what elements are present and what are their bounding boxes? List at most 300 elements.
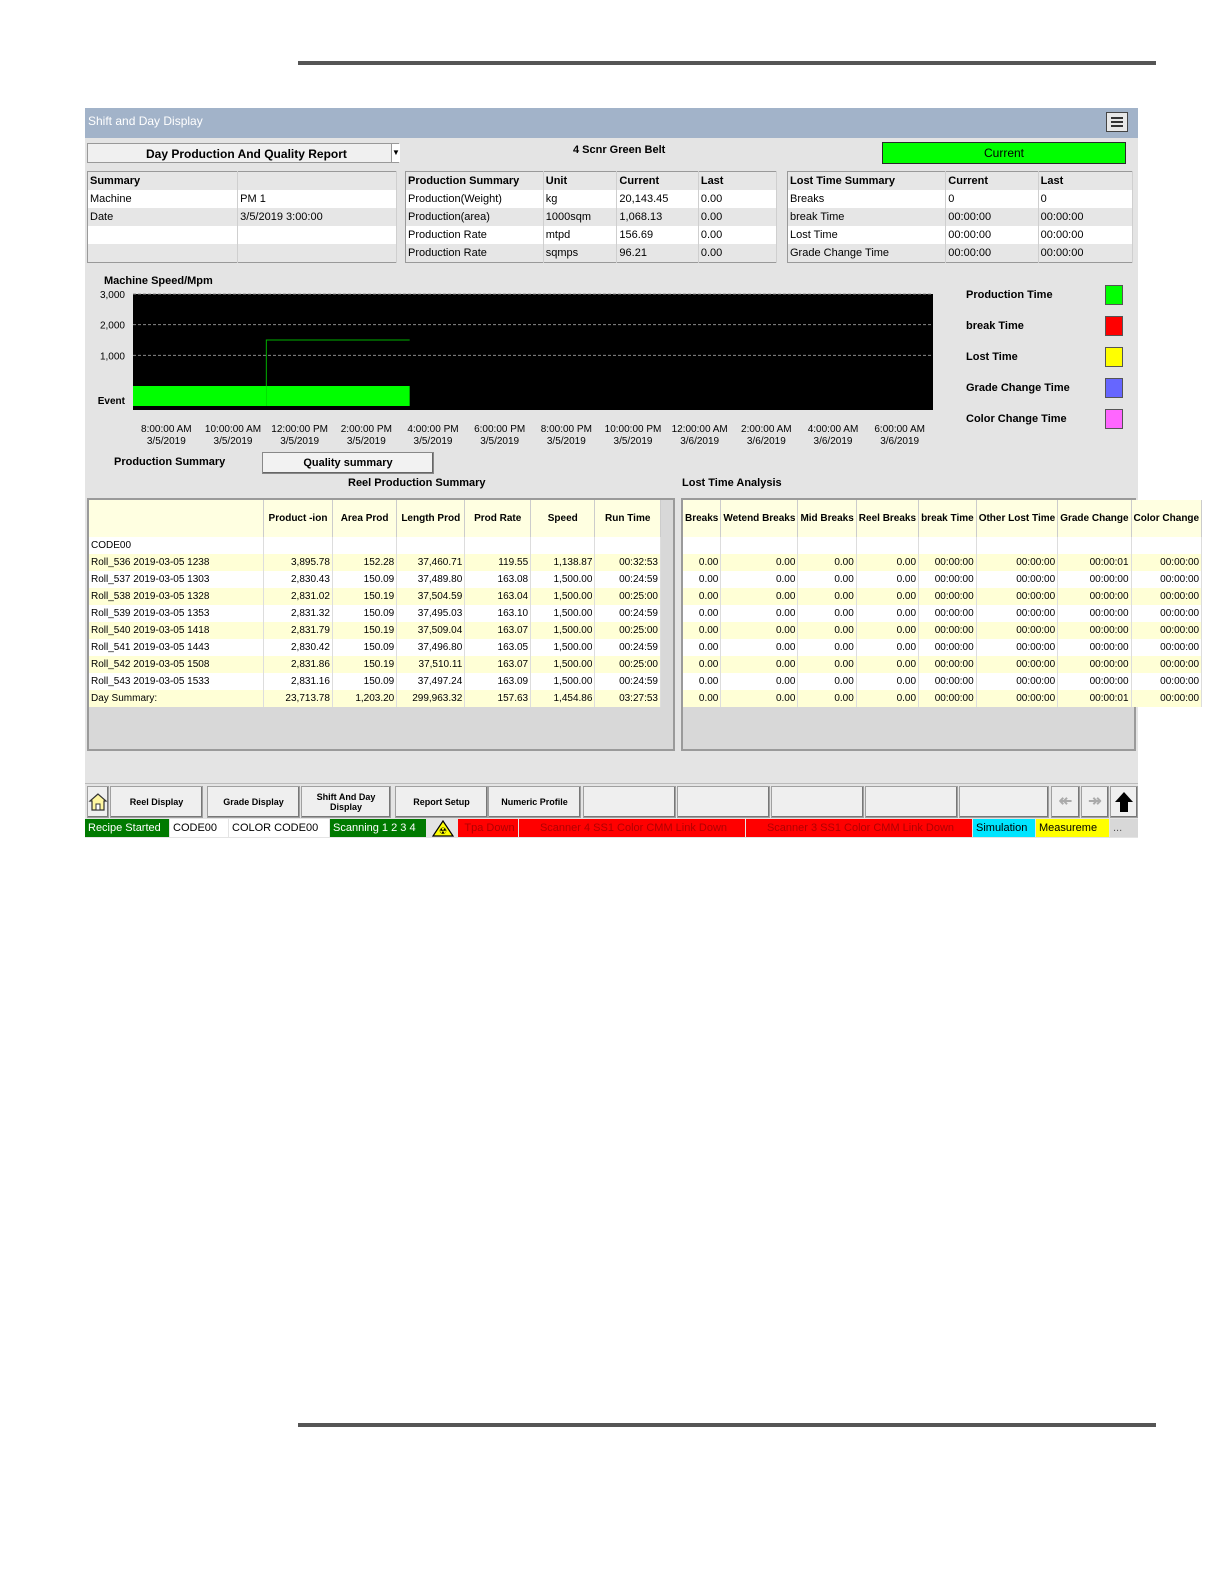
x-tick-date: 3/5/2019 bbox=[546, 436, 586, 447]
table-row[interactable] bbox=[89, 588, 661, 605]
table-cell: 163.05 bbox=[465, 639, 531, 656]
table-cell: 00:00:00 bbox=[976, 554, 1058, 571]
table-cell: 0.00 bbox=[721, 656, 798, 673]
nav-button-empty[interactable] bbox=[771, 786, 864, 818]
table-row[interactable] bbox=[683, 588, 1202, 605]
table-cell: 00:00:00 bbox=[1131, 571, 1202, 588]
production_summary-cell: Last bbox=[698, 172, 776, 191]
summary-row bbox=[88, 190, 397, 208]
table-cell: 0.00 bbox=[683, 588, 721, 605]
table-cell: 0.00 bbox=[683, 656, 721, 673]
x-tick-time: 6:00:00 AM bbox=[874, 424, 925, 435]
column-header[interactable]: Run Time bbox=[595, 500, 661, 537]
nav-button-numeric-profile[interactable]: Numeric Profile bbox=[488, 786, 581, 818]
window-title: Shift and Day Display bbox=[88, 114, 203, 128]
production_summary-cell: Current bbox=[617, 172, 698, 191]
event-label: Event bbox=[97, 396, 125, 407]
lost_time_summary-header bbox=[788, 172, 1133, 191]
table-row[interactable] bbox=[89, 690, 661, 707]
reel-production-grid[interactable] bbox=[87, 498, 675, 751]
table-cell: 0.00 bbox=[798, 588, 856, 605]
table-cell bbox=[264, 537, 333, 554]
column-header[interactable]: Breaks bbox=[683, 500, 721, 537]
table-cell: 0.00 bbox=[721, 554, 798, 571]
table-cell bbox=[1058, 537, 1131, 554]
x-tick-date: 3/5/2019 bbox=[213, 436, 253, 447]
production_summary-row bbox=[406, 208, 777, 226]
table-cell: 0.00 bbox=[856, 622, 918, 639]
table-cell bbox=[332, 537, 396, 554]
x-tick-time: 12:00:00 PM bbox=[271, 424, 329, 435]
table-cell: 00:25:00 bbox=[595, 588, 661, 605]
table-cell: 150.09 bbox=[332, 571, 396, 588]
production_summary-cell: 0.00 bbox=[698, 244, 776, 263]
nav-button-empty[interactable] bbox=[677, 786, 770, 818]
table-cell: 00:00:00 bbox=[919, 622, 977, 639]
tab-quality-summary[interactable]: Quality summary bbox=[262, 452, 434, 474]
column-header[interactable]: Length Prod bbox=[397, 500, 465, 537]
x-tick-date: 3/5/2019 bbox=[146, 436, 186, 447]
summary-cell bbox=[238, 172, 397, 191]
summary-cell bbox=[238, 244, 397, 263]
table-cell: 0.00 bbox=[856, 639, 918, 656]
lost_time_summary-cell: Grade Change Time bbox=[788, 244, 946, 263]
table-cell: 0.00 bbox=[856, 571, 918, 588]
table-cell: 2,831.86 bbox=[264, 656, 333, 673]
table-cell: 00:00:01 bbox=[1058, 690, 1131, 707]
lost-time-analysis-title: Lost Time Analysis bbox=[682, 477, 782, 489]
legend-label: Grade Change Time bbox=[966, 382, 1070, 394]
legend-swatch bbox=[1105, 409, 1123, 429]
table-cell: 00:00:00 bbox=[1058, 656, 1131, 673]
table-cell: 0.00 bbox=[683, 690, 721, 707]
nav-button-empty[interactable] bbox=[583, 786, 676, 818]
table-cell: 00:00:00 bbox=[919, 690, 977, 707]
summary-cell bbox=[88, 244, 238, 263]
production_summary-cell: sqmps bbox=[543, 244, 617, 263]
summary-cell: Machine bbox=[88, 190, 238, 208]
table-cell: 00:25:00 bbox=[595, 622, 661, 639]
table-cell: 00:00:00 bbox=[976, 673, 1058, 690]
table-cell: 0.00 bbox=[856, 554, 918, 571]
x-tick-date: 3/6/2019 bbox=[680, 436, 720, 447]
table-cell: 152.28 bbox=[332, 554, 396, 571]
x-tick-time: 4:00:00 PM bbox=[407, 424, 459, 435]
table-cell: 0.00 bbox=[683, 673, 721, 690]
y-tick-label: 3,000 bbox=[99, 290, 125, 301]
column-header[interactable]: Area Prod bbox=[332, 500, 396, 537]
production_summary-header bbox=[406, 172, 777, 191]
table-cell: 0.00 bbox=[721, 639, 798, 656]
table-cell: 00:00:00 bbox=[1058, 571, 1131, 588]
lost_time_summary-row bbox=[788, 244, 1133, 263]
table-cell: Roll_542 2019-03-05 1508 bbox=[89, 656, 264, 673]
table-cell: 2,830.42 bbox=[264, 639, 333, 656]
table-cell: 2,830.43 bbox=[264, 571, 333, 588]
table-cell: Roll_539 2019-03-05 1353 bbox=[89, 605, 264, 622]
machine-name: 4 Scnr Green Belt bbox=[573, 144, 666, 156]
column-header[interactable]: Speed bbox=[531, 500, 595, 537]
machine-speed-chart bbox=[85, 270, 945, 445]
lost_time_summary-cell: Lost Time bbox=[788, 226, 946, 244]
lost_time_summary-cell: 00:00:00 bbox=[946, 208, 1038, 226]
status-item: Recipe Started bbox=[85, 819, 169, 837]
summary-cell bbox=[88, 226, 238, 244]
production_summary-cell: mtpd bbox=[543, 226, 617, 244]
lost-time-analysis-grid[interactable] bbox=[681, 498, 1200, 751]
chevron-down-icon[interactable]: ▼ bbox=[391, 144, 400, 162]
production_summary-cell: 1000sqm bbox=[543, 208, 617, 226]
table-cell: 00:00:00 bbox=[976, 571, 1058, 588]
summary-cell: PM 1 bbox=[238, 190, 397, 208]
table-cell: 0.00 bbox=[856, 673, 918, 690]
production_summary-cell: 96.21 bbox=[617, 244, 698, 263]
table-cell: 0.00 bbox=[683, 622, 721, 639]
table-cell: 00:00:00 bbox=[1058, 605, 1131, 622]
table-cell: 0.00 bbox=[798, 554, 856, 571]
table-cell: 00:24:59 bbox=[595, 639, 661, 656]
table-cell: 0.00 bbox=[683, 639, 721, 656]
x-tick-time: 12:00:00 AM bbox=[671, 424, 728, 435]
table-cell: 37,510.11 bbox=[397, 656, 465, 673]
production-summary-table bbox=[405, 171, 777, 263]
x-tick-date: 3/6/2019 bbox=[746, 436, 786, 447]
reel_production-body bbox=[89, 537, 661, 707]
y-tick-label: 1,000 bbox=[99, 351, 125, 363]
table-cell: 37,497.24 bbox=[397, 673, 465, 690]
legend-label: Production Time bbox=[966, 289, 1053, 301]
report-select-value: Day Production And Quality Report bbox=[146, 147, 347, 161]
table-cell: 0.00 bbox=[721, 690, 798, 707]
table-cell: Day Summary: bbox=[89, 690, 264, 707]
x-tick-time: 2:00:00 PM bbox=[340, 424, 392, 435]
table-cell: 1,454.86 bbox=[531, 690, 595, 707]
table-row[interactable] bbox=[683, 554, 1202, 571]
table-cell: 0.00 bbox=[721, 571, 798, 588]
table-cell: 00:24:59 bbox=[595, 605, 661, 622]
current-button[interactable]: Current bbox=[882, 142, 1126, 164]
nav-bar bbox=[85, 783, 1138, 820]
table-cell: 2,831.16 bbox=[264, 673, 333, 690]
lost_time_summary-cell: break Time bbox=[788, 208, 946, 226]
summary-row bbox=[88, 244, 397, 263]
table-cell: Roll_536 2019-03-05 1238 bbox=[89, 554, 264, 571]
column-header[interactable]: Wetend Breaks bbox=[721, 500, 798, 537]
table-cell: 37,509.04 bbox=[397, 622, 465, 639]
table-cell: 0.00 bbox=[798, 605, 856, 622]
table-cell: 150.19 bbox=[332, 656, 396, 673]
status-item: CODE00 bbox=[170, 819, 228, 837]
table-cell bbox=[919, 537, 977, 554]
column-header[interactable] bbox=[89, 500, 264, 537]
summary-cell: Summary bbox=[88, 172, 238, 191]
table-cell: 03:27:53 bbox=[595, 690, 661, 707]
svg-text:☢: ☢ bbox=[438, 827, 448, 837]
column-header[interactable]: Mid Breaks bbox=[798, 500, 856, 537]
table-cell bbox=[683, 537, 721, 554]
lost_time_summary-cell: Current bbox=[946, 172, 1038, 191]
table-cell: 00:32:53 bbox=[595, 554, 661, 571]
table-cell: 0.00 bbox=[798, 656, 856, 673]
table-cell: 150.09 bbox=[332, 673, 396, 690]
table-row[interactable] bbox=[89, 673, 661, 690]
table-row[interactable] bbox=[683, 537, 1202, 554]
production_summary-cell: Production Rate bbox=[406, 244, 544, 263]
table-cell: 0.00 bbox=[721, 673, 798, 690]
production_summary-cell: Production(area) bbox=[406, 208, 544, 226]
table-row[interactable] bbox=[89, 639, 661, 656]
table-cell: 00:00:00 bbox=[919, 656, 977, 673]
table-cell bbox=[798, 537, 856, 554]
table-cell: 1,500.00 bbox=[531, 622, 595, 639]
status-item: Scanner 3 SS1 Color CMM Link Down bbox=[746, 819, 972, 837]
table-cell: 00:00:00 bbox=[1058, 639, 1131, 656]
table-cell: 00:00:00 bbox=[1131, 673, 1202, 690]
production_summary-row bbox=[406, 226, 777, 244]
table-cell: 1,138.87 bbox=[531, 554, 595, 571]
production_summary-cell: 20,143.45 bbox=[617, 190, 698, 208]
table-cell: 299,963.32 bbox=[397, 690, 465, 707]
table-cell bbox=[397, 537, 465, 554]
table-cell: 00:00:00 bbox=[1131, 639, 1202, 656]
x-tick-time: 8:00:00 PM bbox=[540, 424, 592, 435]
table-cell: 00:24:59 bbox=[595, 673, 661, 690]
table-cell: 0.00 bbox=[856, 656, 918, 673]
table-row[interactable] bbox=[89, 622, 661, 639]
summary-row bbox=[88, 226, 397, 244]
table-cell: 0.00 bbox=[683, 605, 721, 622]
table-cell: 150.19 bbox=[332, 622, 396, 639]
lost_time_summary-cell: 00:00:00 bbox=[1038, 226, 1132, 244]
table-cell: Roll_537 2019-03-05 1303 bbox=[89, 571, 264, 588]
table-row[interactable] bbox=[683, 571, 1202, 588]
legend-swatch bbox=[1105, 378, 1123, 398]
table-cell: Roll_538 2019-03-05 1328 bbox=[89, 588, 264, 605]
table-cell: 37,504.59 bbox=[397, 588, 465, 605]
table-cell: 163.07 bbox=[465, 656, 531, 673]
table-cell: 1,203.20 bbox=[332, 690, 396, 707]
event-bar bbox=[266, 386, 409, 406]
table-cell: 0.00 bbox=[856, 588, 918, 605]
table-cell: 00:00:00 bbox=[919, 588, 977, 605]
table-cell: 1,500.00 bbox=[531, 656, 595, 673]
back-icon[interactable]: ↞ bbox=[1051, 786, 1080, 818]
table-cell: 37,496.80 bbox=[397, 639, 465, 656]
table-cell: 00:00:00 bbox=[976, 656, 1058, 673]
column-header[interactable]: Product -ion bbox=[264, 500, 333, 537]
table-cell: Roll_540 2019-03-05 1418 bbox=[89, 622, 264, 639]
table-cell bbox=[531, 537, 595, 554]
production_summary-cell: Production Rate bbox=[406, 226, 544, 244]
y-tick-label: 2,000 bbox=[99, 320, 125, 332]
table-cell: 00:00:00 bbox=[976, 690, 1058, 707]
table-cell: 00:00:00 bbox=[1131, 605, 1202, 622]
table-cell: 150.09 bbox=[332, 639, 396, 656]
reel-production-title: Reel Production Summary bbox=[348, 477, 486, 489]
column-header[interactable]: Grade Change bbox=[1058, 500, 1131, 537]
table-cell: 0.00 bbox=[798, 673, 856, 690]
table-cell: 00:00:01 bbox=[1058, 554, 1131, 571]
table-cell: 1,500.00 bbox=[531, 605, 595, 622]
legend-label: Color Change Time bbox=[966, 413, 1067, 425]
table-cell: 00:00:00 bbox=[1131, 588, 1202, 605]
table-cell: 0.00 bbox=[721, 605, 798, 622]
lost_time_analysis-header bbox=[683, 500, 1202, 537]
table-cell: Roll_543 2019-03-05 1533 bbox=[89, 673, 264, 690]
reel_production-header-row bbox=[89, 500, 661, 537]
table-cell bbox=[465, 537, 531, 554]
table-cell: 00:00:00 bbox=[976, 622, 1058, 639]
table-cell: 163.08 bbox=[465, 571, 531, 588]
lost_time_summary-cell: 00:00:00 bbox=[946, 244, 1038, 263]
home-icon[interactable] bbox=[87, 786, 109, 818]
table-row[interactable] bbox=[89, 571, 661, 588]
lost_time_summary-cell: 00:00:00 bbox=[1038, 208, 1132, 226]
table-cell: 0.00 bbox=[798, 622, 856, 639]
column-header[interactable]: Reel Breaks bbox=[856, 500, 918, 537]
lost_time_analysis-body bbox=[683, 537, 1202, 707]
table-cell: 00:00:00 bbox=[919, 554, 977, 571]
nav-button-empty[interactable] bbox=[865, 786, 958, 818]
status-item: Scanning 1 2 3 4 bbox=[330, 819, 426, 837]
table-row[interactable] bbox=[89, 605, 661, 622]
table-row[interactable] bbox=[683, 639, 1202, 656]
title-bar bbox=[85, 108, 1138, 138]
x-tick-time: 6:00:00 PM bbox=[474, 424, 526, 435]
table-cell: CODE00 bbox=[89, 537, 264, 554]
x-tick-date: 3/5/2019 bbox=[613, 436, 653, 447]
summary-cell: Date bbox=[88, 208, 238, 226]
table-row[interactable] bbox=[683, 622, 1202, 639]
table-cell: 00:00:00 bbox=[976, 588, 1058, 605]
table-row[interactable] bbox=[683, 656, 1202, 673]
summary-row bbox=[88, 208, 397, 226]
lost_time_summary-cell: Breaks bbox=[788, 190, 946, 208]
production_summary-cell: kg bbox=[543, 190, 617, 208]
table-cell: 00:24:59 bbox=[595, 571, 661, 588]
table-cell: 3,895.78 bbox=[264, 554, 333, 571]
print-icon[interactable] bbox=[1106, 112, 1128, 132]
x-tick-date: 3/6/2019 bbox=[880, 436, 920, 447]
lost_time_summary-row bbox=[788, 226, 1133, 244]
table-cell: 2,831.32 bbox=[264, 605, 333, 622]
nav-button-report-setup[interactable]: Report Setup bbox=[395, 786, 488, 818]
status-item: ... bbox=[1110, 819, 1138, 837]
lost_time_summary-row bbox=[788, 208, 1133, 226]
table-cell: 00:00:00 bbox=[1131, 554, 1202, 571]
table-cell: 00:00:00 bbox=[1131, 690, 1202, 707]
lost_time_summary-cell: Last bbox=[1038, 172, 1132, 191]
report-select[interactable] bbox=[87, 143, 399, 163]
x-tick-date: 3/5/2019 bbox=[280, 436, 320, 447]
x-tick-time: 10:00:00 PM bbox=[604, 424, 662, 435]
status-item: Tpa Down bbox=[458, 819, 518, 837]
up-arrow-icon[interactable] bbox=[1110, 786, 1138, 818]
reel_production-header bbox=[89, 500, 661, 537]
x-tick-date: 3/5/2019 bbox=[413, 436, 453, 447]
legend-swatch bbox=[1105, 347, 1123, 367]
table-cell: 00:00:00 bbox=[919, 605, 977, 622]
table-cell: 2,831.79 bbox=[264, 622, 333, 639]
nav-button-reel-display[interactable]: Reel Display bbox=[110, 786, 203, 818]
table-row[interactable] bbox=[683, 690, 1202, 707]
table-row[interactable] bbox=[89, 537, 661, 554]
table-cell: 0.00 bbox=[683, 571, 721, 588]
column-header[interactable]: Prod Rate bbox=[465, 500, 531, 537]
table-cell: 119.55 bbox=[465, 554, 531, 571]
nav-button-shift-and-day-display[interactable]: Shift And Day Display bbox=[301, 786, 391, 818]
table-row[interactable] bbox=[683, 605, 1202, 622]
summary-cell bbox=[238, 226, 397, 244]
table-cell: Roll_541 2019-03-05 1443 bbox=[89, 639, 264, 656]
table-cell: 00:00:00 bbox=[1058, 588, 1131, 605]
table-cell: 00:00:00 bbox=[976, 639, 1058, 656]
chart-title: Machine Speed/Mpm bbox=[104, 275, 213, 287]
table-cell: 00:00:00 bbox=[919, 673, 977, 690]
lost_time_analysis-header-row bbox=[683, 500, 1202, 537]
lost_time_summary-cell: 00:00:00 bbox=[946, 226, 1038, 244]
lost-time-summary-table bbox=[787, 171, 1133, 263]
table-cell bbox=[595, 537, 661, 554]
x-tick-date: 3/5/2019 bbox=[346, 436, 386, 447]
legend-swatch bbox=[1105, 285, 1123, 305]
x-tick-date: 3/5/2019 bbox=[480, 436, 520, 447]
tab-production-summary[interactable]: Production Summary bbox=[114, 456, 226, 468]
forward-icon[interactable]: ↠ bbox=[1081, 786, 1109, 818]
table-cell: 00:00:00 bbox=[919, 571, 977, 588]
table-cell: 0.00 bbox=[721, 588, 798, 605]
column-header[interactable]: Other Lost Time bbox=[976, 500, 1058, 537]
table-cell: 00:00:00 bbox=[1131, 656, 1202, 673]
summary-header bbox=[88, 172, 397, 191]
column-header[interactable]: Color Change bbox=[1131, 500, 1202, 537]
table-cell bbox=[1131, 537, 1202, 554]
production_summary-cell: 0.00 bbox=[698, 190, 776, 208]
machine-speed-chart-svg bbox=[85, 270, 945, 445]
column-header[interactable]: break Time bbox=[919, 500, 977, 537]
x-tick-time: 4:00:00 AM bbox=[807, 424, 859, 435]
legend-label: Lost Time bbox=[966, 351, 1018, 363]
production_summary-cell: 156.69 bbox=[617, 226, 698, 244]
table-row[interactable] bbox=[683, 673, 1202, 690]
table-cell: 1,500.00 bbox=[531, 639, 595, 656]
table-cell: 163.04 bbox=[465, 588, 531, 605]
table-row[interactable] bbox=[89, 656, 661, 673]
x-tick-time: 8:00:00 AM bbox=[141, 424, 192, 435]
nav-button-empty[interactable] bbox=[959, 786, 1049, 818]
table-cell: 23,713.78 bbox=[264, 690, 333, 707]
production_summary-cell: Unit bbox=[543, 172, 617, 191]
table-cell: 150.19 bbox=[332, 588, 396, 605]
x-tick-time: 2:00:00 AM bbox=[741, 424, 792, 435]
nav-button-grade-display[interactable]: Grade Display bbox=[207, 786, 300, 818]
summary-cell: 3/5/2019 3:00:00 bbox=[238, 208, 397, 226]
table-cell: 163.09 bbox=[465, 673, 531, 690]
table-cell bbox=[721, 537, 798, 554]
x-tick-time: 10:00:00 AM bbox=[204, 424, 262, 435]
table-cell: 37,489.80 bbox=[397, 571, 465, 588]
table-cell bbox=[856, 537, 918, 554]
production_summary-row bbox=[406, 244, 777, 263]
x-tick-date: 3/6/2019 bbox=[813, 436, 853, 447]
table-cell: 37,495.03 bbox=[397, 605, 465, 622]
table-cell: 37,460.71 bbox=[397, 554, 465, 571]
table-row[interactable] bbox=[89, 554, 661, 571]
status-item: COLOR CODE00 bbox=[229, 819, 329, 837]
status-bar bbox=[85, 819, 1138, 838]
production_summary-row bbox=[406, 190, 777, 208]
table-cell: 150.09 bbox=[332, 605, 396, 622]
